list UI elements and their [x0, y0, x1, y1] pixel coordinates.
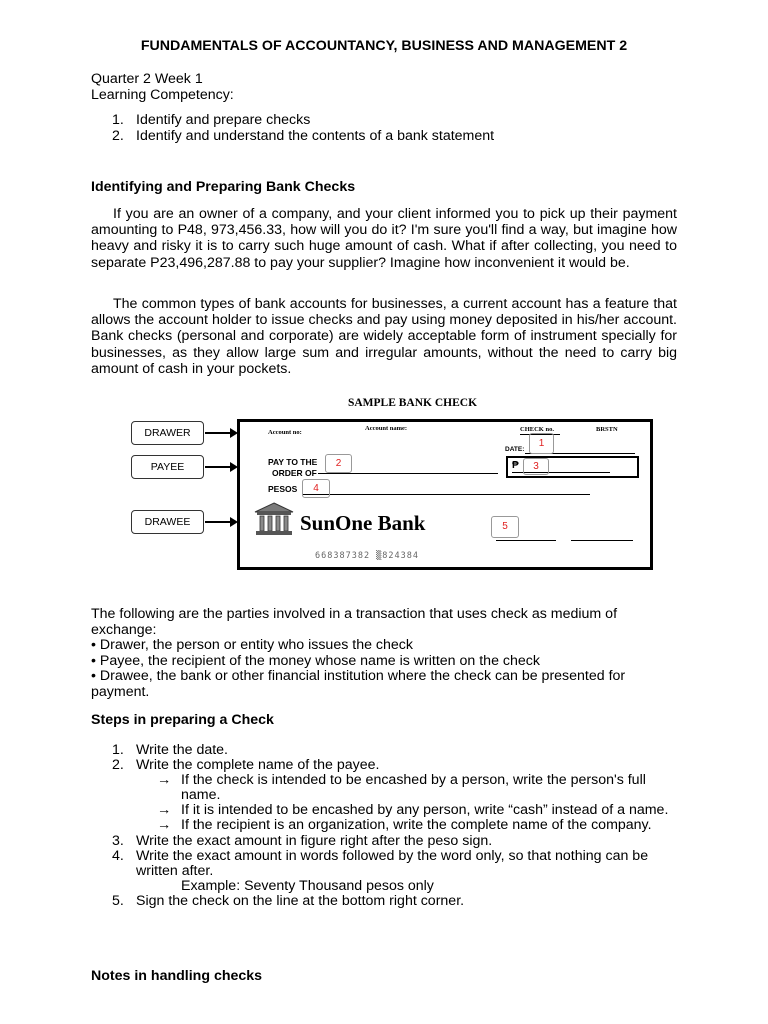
- list-item: 1. Identify and prepare checks: [112, 112, 311, 128]
- drawer-arrow-icon: [205, 432, 231, 434]
- marker-3: 3: [523, 458, 549, 475]
- competency-label: Learning Competency:: [91, 86, 234, 103]
- step-subitem: → If the recipient is an organization, write the complete name of the company.: [157, 817, 652, 834]
- intro-block: [91, 72, 677, 103]
- signature-line-1: [496, 540, 556, 541]
- parties-block: [91, 607, 677, 700]
- party-drawer: • Drawer, the person or entity who issues the check: [91, 637, 413, 653]
- marker-4: 4: [302, 479, 330, 498]
- marker-5: 5: [491, 516, 519, 538]
- payee-label: PAYEE: [131, 455, 204, 479]
- brstn-label: BRSTN: [596, 426, 618, 433]
- step-subitem: → If the check is intended to be encashed by a person, write the person's full name.: [157, 772, 646, 804]
- marker-2: 2: [325, 454, 352, 473]
- step-example: Example: Seventy Thousand pesos only: [181, 877, 434, 894]
- sample-check-figure: [120, 392, 705, 572]
- account-no-label: Account no:: [268, 429, 302, 436]
- step-item: 4. Write the exact amount in words followed by the word only, so that nothing can be written after.: [112, 847, 649, 879]
- steps-heading: Steps in preparing a Check: [91, 712, 274, 728]
- drawer-label: DRAWER: [131, 421, 204, 445]
- date-label: DATE:: [505, 446, 525, 453]
- step-item: 3. Write the exact amount in figure right after the peso sign.: [112, 832, 493, 849]
- bank-check: [237, 419, 653, 570]
- paragraph-1: If you are an owner of a company, and your client informed you to pick up their payment amounting to P48, 973,456.33, how will you do it? I'm sure you'll find a way, but imagine how heavy and risky it is to carry such huge amount of cash. What if after collecting, you need to separate P23,496,287.88 to pay your supplier? Imagine how inconvenient it would be.: [91, 206, 677, 271]
- party-payee: • Payee, the recipient of the money whose name is written on the check: [91, 652, 540, 669]
- parties-intro: The following are the parties involved in a transaction that uses check as medium of exchange:: [91, 606, 618, 638]
- pay-to-label: PAY TO THE: [268, 457, 318, 467]
- competency-list: [91, 113, 677, 144]
- bank-name: SunOne Bank: [300, 511, 426, 535]
- figure-title: SAMPLE BANK CHECK: [347, 397, 478, 409]
- micr-code: 668387382 ▒824384: [315, 551, 419, 561]
- payee-line: [318, 473, 498, 474]
- pesos-label: PESOS: [268, 484, 298, 494]
- pesos-line: [302, 494, 590, 495]
- peso-sign: ₱: [512, 460, 519, 471]
- step-item: 1. Write the date.: [112, 742, 229, 758]
- payee-arrow-icon: [205, 466, 231, 468]
- step-subitem: → If it is intended to be encashed by any person, write “cash” instead of a name.: [157, 802, 669, 819]
- party-drawee: • Drawee, the bank or other financial institution where the check can be presented for payment.: [91, 668, 626, 700]
- bank-building-icon: [252, 501, 296, 537]
- document-title: FUNDAMENTALS OF ACCOUNTANCY, BUSINESS AND MANAGEMENT 2: [140, 38, 628, 54]
- check-no-label: CHECK no.: [520, 426, 554, 433]
- account-name-label: Account name:: [365, 425, 408, 432]
- step-item: 5. Sign the check on the line at the bottom right corner.: [112, 892, 465, 909]
- steps-list: [91, 743, 677, 909]
- drawee-arrow-icon: [205, 521, 231, 523]
- step-item: 2. Write the complete name of the payee.: [112, 757, 380, 774]
- notes-heading: Notes in handling checks: [91, 968, 263, 984]
- paragraph-2: The common types of bank accounts for businesses, a current account has a feature that allows the account holder to issue checks and pay using money deposited in his/her account. Bank checks (personal and corporate) are widely acceptable form of instrument specially for businesses, as they allow large sum and irregular amounts, without the need to carry big amount of cash in your pockets.: [91, 296, 677, 377]
- signature-line-2: [571, 540, 633, 541]
- list-item: 2. Identify and understand the contents of a bank statement: [112, 127, 495, 144]
- marker-1: 1: [529, 433, 554, 454]
- order-of-label: ORDER OF: [272, 468, 317, 478]
- section-heading-checks: Identifying and Preparing Bank Checks: [91, 179, 356, 195]
- quarter-label: Quarter 2 Week 1: [91, 71, 203, 87]
- drawee-label: DRAWEE: [131, 510, 204, 534]
